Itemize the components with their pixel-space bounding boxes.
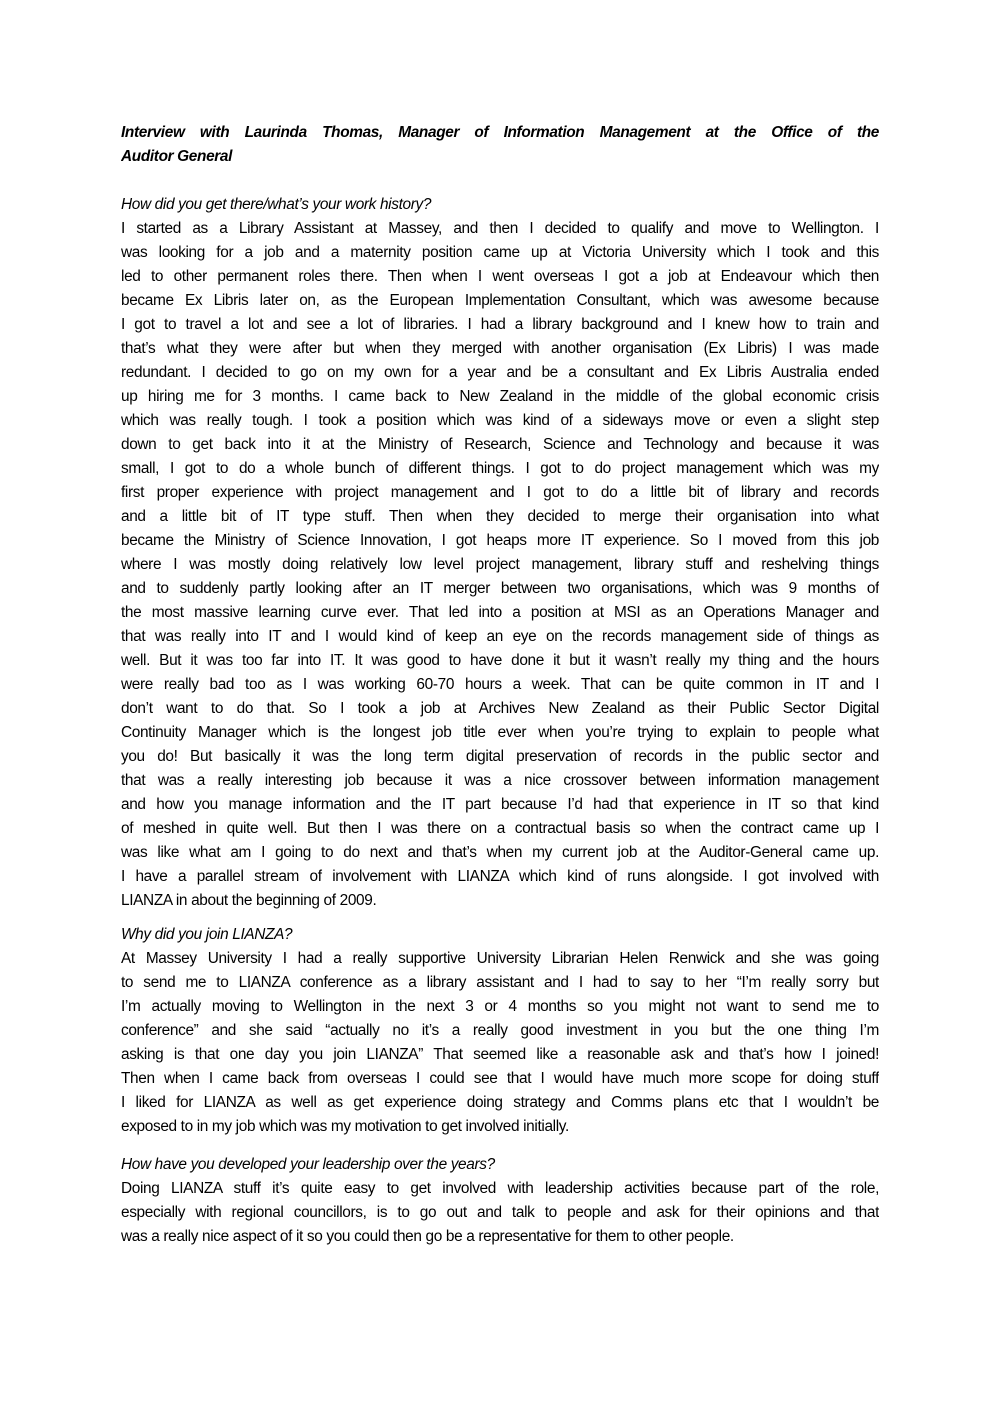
paragraph-line: don’t want to do that. So I took a job at Archives New Zealand as their Public Sector Digital bbox=[121, 700, 879, 717]
paragraph-line: especially with regional councillors, is to go out and talk to people and ask for their opinions and that bbox=[121, 1204, 879, 1221]
paragraph-line: became Ex Libris later on, as the European Implementation Consultant, which was awesome because bbox=[121, 292, 879, 309]
section-body bbox=[121, 1177, 879, 1249]
paragraph-line: I got to travel a lot and see a lot of libraries. I had a library background and I knew how to train and bbox=[121, 316, 879, 333]
section-question: Why did you join LIANZA? bbox=[121, 926, 293, 943]
section-question: How did you get there/what’s your work history? bbox=[121, 196, 432, 213]
section-question: How have you developed your leadership over the years? bbox=[121, 1156, 495, 1173]
title-line: Interview with Laurinda Thomas, Manager of Information Management at the Office of the bbox=[121, 124, 879, 141]
paragraph-line: where I was mostly doing relatively low level project management, library stuff and reshelving things bbox=[121, 556, 879, 573]
paragraph-line: led to other permanent roles there. Then when I went overseas I got a job at Endeavour which then bbox=[121, 268, 879, 285]
paragraph-line: of meshed in quite well. But then I was there on a contractual basis so when the contract came up I bbox=[121, 820, 879, 837]
paragraph-line: Continuity Manager which is the longest job title ever when you’re trying to explain to people what bbox=[121, 724, 879, 741]
paragraph-line: redundant. I decided to go on my own for a year and be a consultant and Ex Libris Australia ended bbox=[121, 364, 879, 381]
paragraph-line: Then when I came back from overseas I could see that I would have much more scope for doing stuff bbox=[121, 1070, 879, 1087]
paragraph-line: well. But it was too far into IT. It was good to have done it but it wasn’t really my thing and the hours bbox=[121, 652, 879, 669]
paragraph-line: to send me to LIANZA conference as a library assistant and I had to say to her “I’m really sorry but bbox=[121, 974, 879, 991]
section-leadership bbox=[121, 1153, 879, 1249]
title-line: Auditor General bbox=[121, 148, 233, 165]
paragraph-line: I started as a Library Assistant at Massey, and then I decided to qualify and move to Wellington. I bbox=[121, 220, 879, 237]
paragraph-line: and to suddenly partly looking after an IT merger between two organisations, which was 9 months of bbox=[121, 580, 879, 597]
paragraph-line: asking is that one day you join LIANZA” That seemed like a reasonable ask and that’s how I joined! bbox=[121, 1046, 879, 1063]
paragraph-line: the most massive learning curve ever. That led into a position at MSI as an Operations Manager and bbox=[121, 604, 879, 621]
paragraph-line: was a really nice aspect of it so you could then go be a representative for them to other people. bbox=[121, 1228, 734, 1245]
paragraph-line: Doing LIANZA stuff it’s quite easy to get involved with leadership activities because part of the role, bbox=[121, 1180, 879, 1197]
section-why-join bbox=[121, 923, 879, 1139]
paragraph-line: you do! But basically it was the long term digital preservation of records in the public sector and bbox=[121, 748, 879, 765]
paragraph-line: exposed to in my job which was my motivation to get involved initially. bbox=[121, 1118, 569, 1135]
paragraph-line: conference” and she said “actually no it’s a really good investment in you but the one thing I’m bbox=[121, 1022, 879, 1039]
paragraph-line: and a little bit of IT type stuff. Then when they decided to merge their organisation into what bbox=[121, 508, 879, 525]
document-title bbox=[121, 121, 879, 169]
document-page bbox=[121, 121, 879, 1249]
paragraph-line: I’m actually moving to Wellington in the next 3 or 4 months so you might not want to send me to bbox=[121, 998, 879, 1015]
paragraph-line: LIANZA in about the beginning of 2009. bbox=[121, 892, 377, 909]
paragraph-line: down to get back into it at the Ministry of Research, Science and Technology and because it was bbox=[121, 436, 879, 453]
paragraph-line: I liked for LIANZA as well as get experience doing strategy and Comms plans etc that I wouldn’t be bbox=[121, 1094, 879, 1111]
section-body bbox=[121, 217, 879, 913]
spacer bbox=[121, 1139, 879, 1153]
spacer bbox=[121, 913, 879, 923]
section-body bbox=[121, 947, 879, 1139]
paragraph-line: which was really tough. I took a position which was kind of a sideways move or even a slight step bbox=[121, 412, 879, 429]
paragraph-line: and how you manage information and the IT part because I’d had that experience in IT so that kind bbox=[121, 796, 879, 813]
section-work-history bbox=[121, 193, 879, 913]
paragraph-line: was looking for a job and a maternity position came up at Victoria University which I took and this bbox=[121, 244, 879, 261]
paragraph-line: that’s what they were after but when they merged with another organisation (Ex Libris) I was made bbox=[121, 340, 879, 357]
paragraph-line: were really bad too as I was working 60-70 hours a week. That can be quite common in IT and I bbox=[121, 676, 879, 693]
paragraph-line: that was really into IT and I would kind of keep an eye on the records management side of things as bbox=[121, 628, 879, 645]
paragraph-line: that was a really interesting job because it was a nice crossover between information management bbox=[121, 772, 879, 789]
paragraph-line: became the Ministry of Science Innovation, I got heaps more IT experience. So I moved from this job bbox=[121, 532, 879, 549]
paragraph-line: first proper experience with project management and I got to do a little bit of library and records bbox=[121, 484, 879, 501]
paragraph-line: small, I got to do a whole bunch of different things. I got to do project management which was my bbox=[121, 460, 879, 477]
paragraph-line: At Massey University I had a really supportive University Librarian Helen Renwick and she was going bbox=[121, 950, 879, 967]
paragraph-line: was like what am I going to do next and that’s when my current job at the Auditor-General came up. bbox=[121, 844, 879, 861]
paragraph-line: I have a parallel stream of involvement with LIANZA which kind of runs alongside. I got involved with bbox=[121, 868, 879, 885]
paragraph-line: up hiring me for 3 months. I came back to New Zealand in the middle of the global economic crisis bbox=[121, 388, 879, 405]
spacer bbox=[121, 169, 879, 193]
